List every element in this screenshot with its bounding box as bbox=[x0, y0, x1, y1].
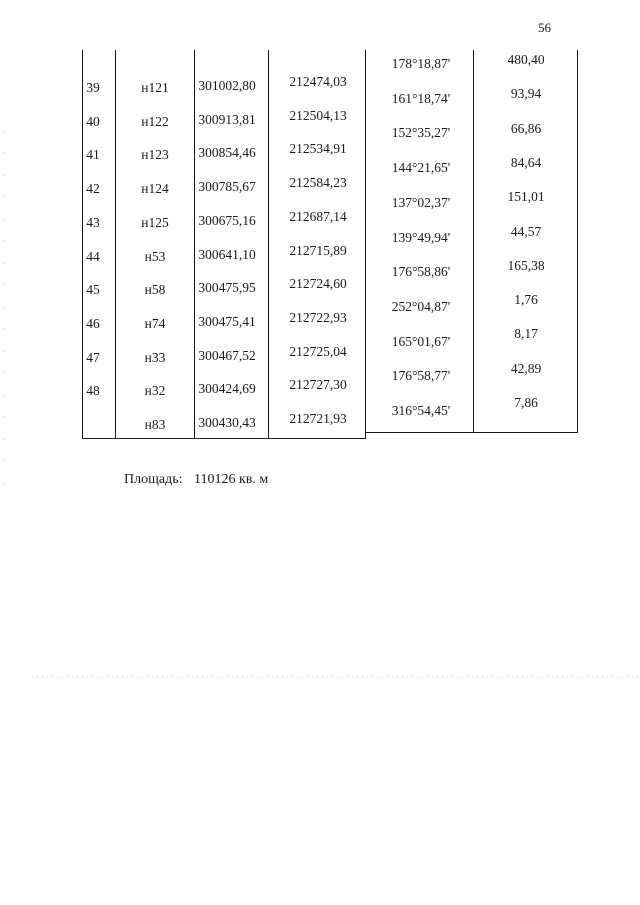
coordinate-x: 300854,46 bbox=[198, 145, 256, 161]
bearing-angle: 139°49,94' bbox=[391, 229, 451, 245]
point-name: н125 bbox=[141, 214, 169, 230]
point-name: н83 bbox=[144, 417, 166, 432]
table-bottom-line bbox=[365, 432, 578, 433]
row-number: 47 bbox=[86, 349, 100, 365]
table-column-line bbox=[473, 50, 474, 432]
row-number: 40 bbox=[86, 113, 100, 129]
coordinate-x: 300675,16 bbox=[198, 212, 256, 228]
coordinate-x: 300430,43 bbox=[198, 415, 256, 430]
coordinate-y: 212687,14 bbox=[289, 208, 347, 224]
row-number: 48 bbox=[86, 383, 100, 399]
segment-length: 7,86 bbox=[514, 395, 538, 410]
coordinate-x: 301002,80 bbox=[198, 78, 256, 93]
point-name: н32 bbox=[144, 383, 166, 399]
point-name: н122 bbox=[141, 113, 169, 129]
coordinate-y: 212504,13 bbox=[289, 107, 347, 123]
bearing-angle: 152°35,27' bbox=[391, 125, 451, 141]
table-column-line bbox=[365, 50, 366, 438]
bearing-angle: 252°04,87' bbox=[391, 298, 451, 314]
coordinate-y: 212534,91 bbox=[289, 141, 347, 157]
point-name: н121 bbox=[141, 80, 169, 95]
segment-length: 44,57 bbox=[510, 223, 542, 239]
bearing-angle: 176°58,77' bbox=[391, 368, 451, 384]
coordinate-x: 300475,95 bbox=[198, 280, 256, 296]
segment-length: 93,94 bbox=[510, 86, 542, 102]
coordinate-x: 300424,69 bbox=[198, 381, 256, 397]
segment-length: 84,64 bbox=[510, 154, 542, 170]
point-name: н33 bbox=[144, 349, 166, 365]
bearing-angle: 137°02,37' bbox=[391, 194, 451, 210]
page-number: 56 bbox=[538, 20, 551, 35]
segment-length: 66,86 bbox=[510, 120, 542, 136]
area-label: Площадь: bbox=[124, 472, 183, 487]
row-number: 43 bbox=[86, 214, 100, 230]
table-bottom-line bbox=[82, 438, 366, 439]
coordinate-x: 300913,81 bbox=[198, 111, 256, 127]
row-number: 41 bbox=[86, 147, 100, 163]
bearing-angle: 178°18,87' bbox=[391, 56, 451, 71]
coordinate-y: 212474,03 bbox=[289, 74, 347, 89]
scan-specks bbox=[0, 120, 8, 500]
table-column-line bbox=[268, 50, 269, 438]
segment-length: 151,01 bbox=[507, 189, 545, 205]
coordinate-y: 212722,93 bbox=[289, 309, 347, 325]
coordinate-y: 212727,30 bbox=[289, 377, 347, 393]
bearing-angle: 165°01,67' bbox=[391, 333, 451, 349]
coordinate-y: 212715,89 bbox=[289, 242, 347, 258]
segment-length: 42,89 bbox=[510, 360, 542, 376]
row-number: 42 bbox=[86, 181, 100, 197]
segment-length: 1,76 bbox=[514, 292, 538, 308]
coordinate-x: 300467,52 bbox=[198, 347, 256, 363]
table-column-line bbox=[577, 50, 578, 432]
point-name: н53 bbox=[144, 248, 166, 264]
segment-length: 8,17 bbox=[514, 326, 538, 342]
coordinate-x: 300475,41 bbox=[198, 313, 256, 329]
coordinate-y: 212724,60 bbox=[289, 276, 347, 292]
segment-length: 165,38 bbox=[507, 257, 545, 273]
row-number: 44 bbox=[86, 248, 100, 264]
row-number: 45 bbox=[86, 282, 100, 298]
area-summary bbox=[124, 472, 268, 488]
bearing-angle: 176°58,86' bbox=[391, 264, 451, 280]
coordinates-table bbox=[82, 50, 578, 438]
point-name: н123 bbox=[141, 147, 169, 163]
scan-dotted-line bbox=[30, 676, 640, 678]
coordinate-x: 300641,10 bbox=[198, 246, 256, 262]
bearing-angle: 144°21,65' bbox=[391, 160, 451, 176]
row-number: 39 bbox=[86, 80, 100, 95]
area-value: 110126 кв. м bbox=[194, 472, 269, 487]
coordinate-y: 212584,23 bbox=[289, 175, 347, 191]
bearing-angle: 316°54,45' bbox=[391, 403, 451, 418]
coordinate-y: 212725,04 bbox=[289, 343, 347, 359]
table-column-line bbox=[194, 50, 195, 438]
table-column-line bbox=[82, 50, 83, 438]
coordinate-x: 300785,67 bbox=[198, 179, 256, 195]
point-name: н74 bbox=[144, 315, 166, 331]
point-name: н124 bbox=[141, 181, 169, 197]
coordinate-y: 212721,93 bbox=[289, 411, 347, 426]
bearing-angle: 161°18,74' bbox=[391, 90, 451, 106]
row-number: 46 bbox=[86, 315, 100, 331]
table-column-line bbox=[115, 50, 116, 438]
segment-length: 480,40 bbox=[507, 52, 545, 67]
point-name: н58 bbox=[144, 282, 166, 298]
